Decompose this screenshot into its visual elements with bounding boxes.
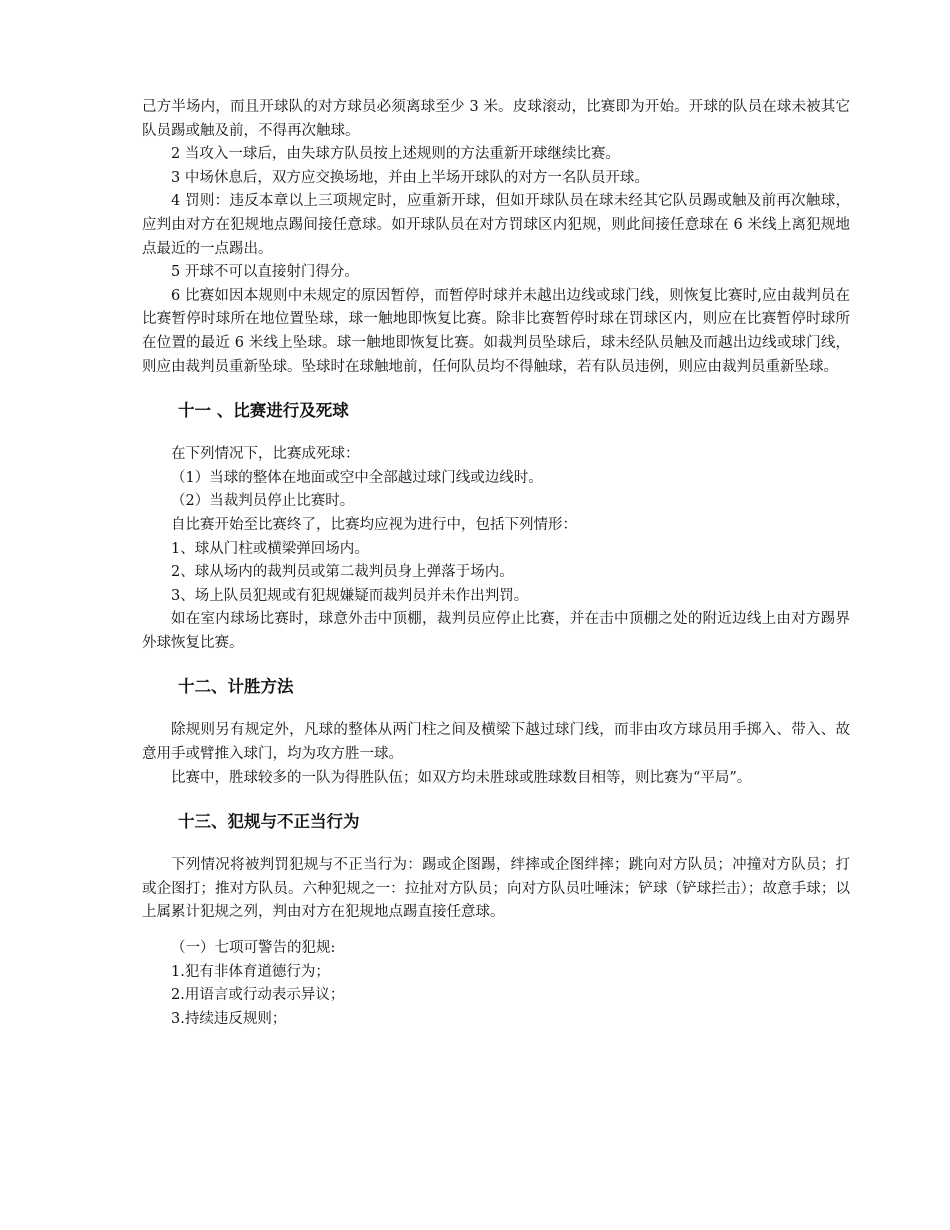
list-item: 2.用语言或行动表示异议； [171, 987, 345, 1004]
paragraph: 5 开球不可以直接射门得分。 [171, 264, 359, 281]
paragraph: 3 中场休息后，双方应交换场地，并由上半场开球队的对方一名队员开球。 [171, 169, 649, 186]
spacer [142, 925, 850, 937]
paragraph: 自比赛开始至比赛终了，比赛均应视为进行中，包括下列情形： [171, 516, 577, 533]
paragraph: 己方半场内，而且开球队的对方球员必须离球至少 3 米。皮球滚动，比赛即为开始。开球的队员在球未被其它队员踢或触及前，不得再次触球。 [142, 99, 850, 139]
paragraph: 2、球从场内的裁判员或第二裁判员身上弹落于场内。 [171, 564, 514, 581]
section-heading-12: 十二、计胜方法 [178, 677, 294, 697]
paragraph: 4 罚则：违反本章以上三项规定时，应重新开球，但如开球队员在球未经其它队员踢或触及前再次触球，应判由对方在犯规地点踢间接任意球。如开球队员在对方罚球区内犯规，则此间接任意球在 6 米线上离犯规地点最近的一点踢出。 [142, 193, 850, 257]
paragraph: 如在室内球场比赛时，球意外击中顶棚，裁判员应停止比赛，并在击中顶棚之处的附近边线上由对方踢界外球恢复比赛。 [142, 611, 850, 651]
paragraph: （1）当球的整体在地面或空中全部越过球门线或边线时。 [171, 469, 543, 486]
paragraph: 3、场上队员犯规或有犯规嫌疑而裁判员并未作出判罚。 [171, 587, 529, 604]
list-item: 1.犯有非体育道德行为； [171, 963, 330, 980]
paragraph: 1、球从门柱或横梁弹回场内。 [171, 540, 369, 557]
paragraph: 在下列情况下，比赛成死球： [171, 446, 360, 463]
paragraph: 2 当攻入一球后，由失球方队员按上述规则的方法重新开球继续比赛。 [171, 146, 620, 163]
paragraph: 除规则另有规定外，凡球的整体从两门柱之间及横梁下越过球门线，而非由攻方球员用手掷入、带入、故意用手或臂推入球门，均为攻方胜一球。 [142, 722, 850, 763]
list-item: 3.持续违反规则； [171, 1010, 287, 1027]
paragraph: 6 比赛如因本规则中未规定的原因暂停，而暂停时球并未越出边线或球门线，则恢复比赛时,应由裁判员在比赛暂停时球所在地位置坠球，球一触地即恢复比赛。除非比赛暂停时球在罚球区内，则应在比赛暂停时球所在位置的最近 6 米线上坠球。球一触地即恢复比赛。如裁判员坠球后，球未经队员触及而越出边线或球门线，则应由裁判员重新坠球。坠球时在球触地前，任何队员均不得触球，若有队员违例，则应由裁判员重新坠球。 [142, 287, 850, 375]
paragraph: （2）当裁判员停止比赛时。 [171, 493, 355, 510]
section-heading-13: 十三、犯规与不正当行为 [178, 812, 360, 832]
subsection-title: （一）七项可警告的犯规: [171, 940, 336, 957]
document-page [142, 96, 850, 1031]
paragraph: 下列情况将被判罚犯规与不正当行为：踢或企图踢，绊摔或企图绊摔；跳向对方队员；冲撞对方队员；打或企图打；推对方队员。六种犯规之一：拉扯对方队员；向对方队员吐唾沫；铲球（铲球拦击）；故意手球；以上属累计犯规之列，判由对方在犯规地点踢直接任意球。 [142, 857, 850, 921]
paragraph: 比赛中，胜球较多的一队为得胜队伍；如双方均未胜球或胜球数目相等，则比赛为“平局”。 [171, 769, 752, 786]
section-heading-11: 十一 、比赛进行及死球 [178, 401, 349, 421]
